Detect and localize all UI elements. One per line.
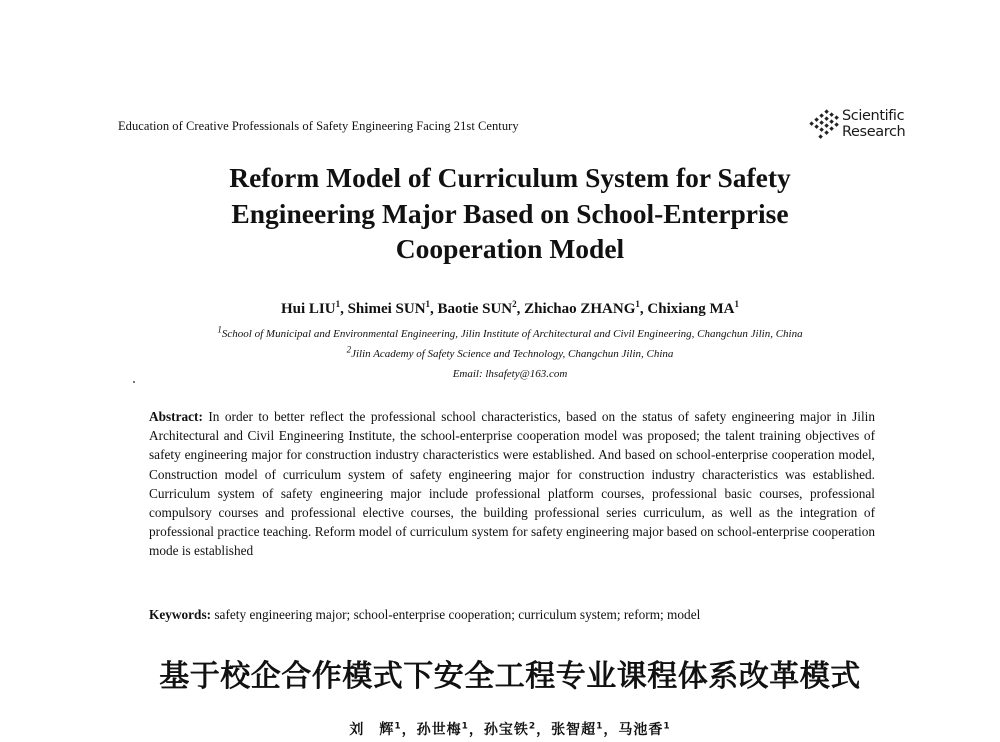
author: Zhichao ZHANG$^1$, xyxy=(524,299,648,317)
author: Baotie SUN$^2$, xyxy=(437,299,525,317)
publisher-line1: Scientific xyxy=(842,108,905,124)
title-line-3: Cooperation Model xyxy=(395,233,625,264)
keywords-text: safety engineering major; school-enterprise cooperation; curriculum system; reform; model xyxy=(214,607,701,622)
chinese-author: 马池香$^1$ xyxy=(618,721,671,738)
affiliation-2: $^2$Jilin Academy of Safety Science and Technology, Changchun Jilin, China xyxy=(346,344,674,360)
paper-title xyxy=(160,160,860,267)
abstract xyxy=(149,407,875,561)
scan-artifact-dot xyxy=(133,381,135,383)
chinese-author-list xyxy=(100,719,920,739)
chinese-title: 基于校企合作模式下安全工程专业课程体系改革模式 xyxy=(159,659,861,694)
scientific-research-logo-icon xyxy=(808,107,844,143)
author-list xyxy=(120,301,900,318)
author: Shimei SUN$^1$, xyxy=(347,299,438,317)
abstract-label: Abstract: xyxy=(149,409,203,424)
publisher-logo xyxy=(808,107,918,143)
chinese-author: 孙宝铁$^2$， xyxy=(483,721,552,738)
publisher-logo-text xyxy=(842,108,905,140)
author-email: Email: lhsafety@163.com xyxy=(452,368,568,380)
publisher-line2: Research xyxy=(842,124,906,140)
author: Hui LIU$^1$, xyxy=(280,299,348,317)
running-head: Education of Creative Professionals of Safety Engineering Facing 21st Century xyxy=(118,119,519,133)
keywords xyxy=(149,606,879,624)
title-line-1: Reform Model of Curriculum System for Safety xyxy=(229,162,791,193)
keywords-label: Keywords: xyxy=(149,607,212,622)
chinese-author: 刘 辉$^1$， xyxy=(349,721,417,738)
chinese-author: 孙世梅$^1$， xyxy=(416,721,484,738)
affiliation-1: $^1$School of Municipal and Environmental Engineering, Jilin Institute of Architectural and Civil Engineering, Changchun Jilin, China xyxy=(217,324,803,340)
author: Chixiang $MA^1$ xyxy=(647,299,739,317)
chinese-author: 张智超$^1$， xyxy=(551,721,619,738)
abstract-text: In order to better reflect the professional school characteristics, based on the status of safety engineering major in Jilin Architectural and Civil Engineering Institute, the school-enterprise cooperation model was proposed; the talent training objectives of safety engineering major for construction industry characteristics were established. And based on school-enterprise cooperation model, Construction model of curriculum system of safety engineering major for construction industry characteristics was established. Curriculum system of safety engineering major include professional platform courses, professional basic courses, professional compulsory courses and professional elective courses, the building professional series curriculum, as well as the integration of professional practice teaching. Reform model of curriculum system for safety engineering major based on school-enterprise cooperation mode is established xyxy=(149,409,875,559)
title-line-2: Engineering Major Based on School-Enterprise xyxy=(231,197,789,229)
